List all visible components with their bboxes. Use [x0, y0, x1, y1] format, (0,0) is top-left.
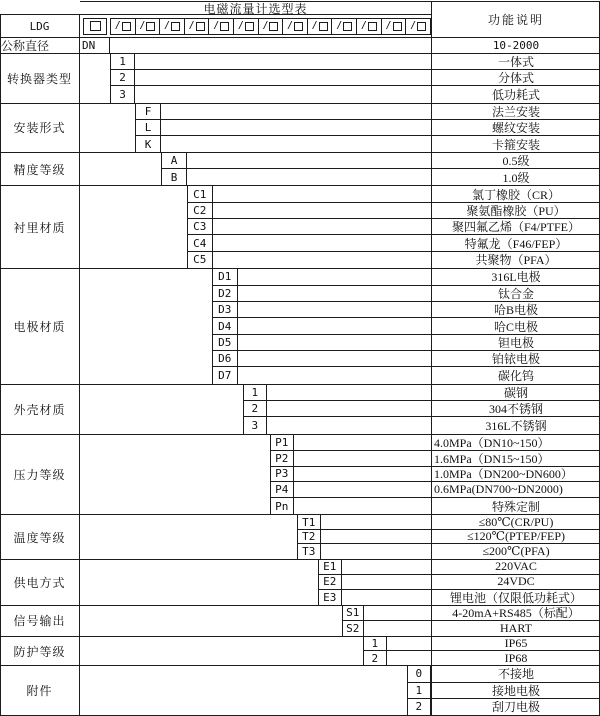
option-row	[80, 318, 600, 334]
option-code-box: 2	[243, 401, 267, 417]
option-desc: 0.6MPa(DN700~DN2000)	[431, 482, 600, 497]
option-row	[80, 621, 600, 636]
option-code-box: 2	[407, 699, 431, 715]
blank-square-icon	[294, 22, 303, 31]
code-slot: /	[381, 18, 407, 35]
model-code-slots	[110, 15, 431, 37]
code-slot: /	[135, 18, 161, 35]
option-code-box: P1	[270, 435, 294, 451]
option-code-box: E3	[318, 590, 342, 605]
option-code-box: 3	[243, 417, 267, 433]
dn-row-spacer	[110, 38, 431, 53]
option-desc: 哈B电极	[431, 302, 600, 317]
section-label: 防护等级	[0, 637, 80, 665]
section-temperature-rating	[0, 514, 600, 558]
option-desc: 特殊定制	[431, 498, 600, 514]
option-desc: 0.5级	[431, 153, 600, 168]
option-desc: 分体式	[431, 70, 600, 85]
blank-square-icon	[393, 22, 402, 31]
section-converter-type	[0, 53, 600, 103]
section-label-dn: 公称直径	[0, 38, 80, 53]
option-code-box: E2	[318, 575, 342, 590]
option-code-box: D5	[212, 335, 238, 351]
option-desc: 哈C电极	[431, 318, 600, 333]
section-accuracy	[0, 152, 600, 185]
dn-code: DN	[80, 38, 110, 53]
option-row	[80, 351, 600, 367]
option-row	[80, 367, 600, 383]
section-label: 压力等级	[0, 435, 80, 515]
blank-square-icon	[122, 22, 131, 31]
option-code-box: 1	[243, 385, 267, 401]
blank-square-icon	[343, 22, 352, 31]
section-pressure-rating	[0, 434, 600, 515]
option-desc: 铂铱电极	[431, 351, 600, 366]
option-code-box: F	[135, 104, 161, 120]
option-desc: HART	[431, 621, 600, 636]
option-code-box: C1	[187, 186, 213, 202]
section-label: 附件	[0, 666, 80, 715]
code-slot: /	[208, 18, 234, 35]
blank-square-icon	[269, 22, 278, 31]
option-row	[80, 203, 600, 219]
option-desc: 螺纹安装	[431, 120, 600, 135]
option-code-box: P2	[270, 451, 294, 467]
option-code-box: L	[135, 120, 161, 136]
code-slot: /	[331, 18, 357, 35]
option-code-box: Pn	[270, 498, 294, 514]
blank-square-icon	[245, 22, 254, 31]
option-desc: 接地电极	[431, 683, 600, 698]
option-row	[80, 219, 600, 235]
option-code-box: T2	[297, 530, 321, 544]
option-row	[80, 560, 600, 575]
option-desc: ≤80℃(CR/PU)	[431, 515, 600, 528]
option-code-box: C3	[187, 219, 213, 235]
section-housing-material	[0, 384, 600, 434]
option-desc: 共聚物（PFA）	[431, 252, 600, 268]
section-label: 安装形式	[0, 104, 80, 153]
option-row	[80, 54, 600, 70]
option-desc: 特氟龙（F46/FEP）	[431, 235, 600, 250]
option-code-box: A	[161, 153, 187, 169]
blank-square-icon	[417, 22, 426, 31]
option-row	[80, 385, 600, 401]
section-label: 衬里材质	[0, 186, 80, 268]
code-slot: /	[110, 18, 136, 35]
dn-code-slot-wrap	[80, 18, 110, 35]
option-row	[80, 335, 600, 351]
option-code-box: D6	[212, 351, 238, 367]
option-code-box: 1	[363, 637, 387, 651]
option-desc: IP68	[431, 651, 600, 665]
option-row	[80, 544, 600, 558]
section-installation	[0, 103, 600, 153]
section-label: 转换器类型	[0, 54, 80, 103]
option-code-box: D3	[212, 302, 238, 318]
option-code-box: 3	[110, 86, 135, 102]
code-slot: /	[159, 18, 185, 35]
option-code-box: D2	[212, 286, 238, 302]
option-code-box: D4	[212, 318, 238, 334]
option-row	[80, 606, 600, 621]
option-row	[80, 235, 600, 251]
option-desc: 钽电极	[431, 335, 600, 350]
option-code-box: 1	[110, 54, 135, 70]
dn-desc: 10-2000	[431, 38, 600, 53]
page-title: 电磁流量计选型表	[80, 1, 431, 15]
option-row	[80, 637, 600, 651]
option-row	[80, 169, 600, 185]
section-power-supply	[0, 559, 600, 605]
blank-square-icon	[196, 22, 205, 31]
option-desc: 不接地	[431, 666, 600, 681]
option-code-box: 2	[110, 70, 135, 86]
option-row	[80, 269, 600, 285]
option-code-box: S1	[342, 606, 364, 621]
section-label: 外壳材质	[0, 385, 80, 434]
option-code-box: S2	[342, 621, 364, 636]
option-desc: 24VDC	[431, 575, 600, 589]
option-code-box: C2	[187, 203, 213, 219]
option-desc: 锂电池（仅限低功耗式）	[431, 590, 600, 605]
section-label: 电极材质	[0, 269, 80, 384]
section-accessories	[0, 665, 600, 715]
option-desc: 1.0级	[431, 169, 600, 185]
option-row	[80, 401, 600, 417]
option-row	[80, 136, 600, 152]
option-desc: 220VAC	[431, 560, 600, 574]
code-slot: /	[405, 18, 431, 35]
option-row	[80, 530, 600, 544]
blank-square-icon	[220, 22, 229, 31]
option-row	[80, 651, 600, 665]
option-code-box: 0	[407, 666, 431, 682]
model-code-row	[0, 14, 431, 38]
code-slot: /	[258, 18, 284, 35]
option-desc: 1.6MPa（DN15~150）	[431, 451, 600, 466]
option-desc: 316L电极	[431, 269, 600, 284]
option-desc: 碳钢	[431, 385, 600, 400]
option-row	[80, 515, 600, 529]
code-slot: /	[184, 18, 210, 35]
option-desc: 刮刀电极	[431, 699, 600, 715]
option-desc: 304不锈钢	[431, 401, 600, 416]
option-row	[80, 435, 600, 451]
option-row	[80, 666, 600, 682]
section-liner-material	[0, 185, 600, 268]
option-row	[80, 417, 600, 433]
option-code-box: E1	[318, 560, 342, 575]
option-desc: 卡箍安装	[431, 136, 600, 152]
model-prefix: LDG	[0, 15, 80, 37]
code-slot: /	[233, 18, 259, 35]
blank-square-icon	[90, 21, 101, 31]
option-code-box: D1	[212, 269, 238, 285]
section-signal-output	[0, 605, 600, 636]
code-slot-dn	[83, 18, 107, 35]
option-desc: 钛合金	[431, 286, 600, 301]
option-desc: 聚氨酯橡胶（PU）	[431, 203, 600, 218]
option-row	[80, 86, 600, 102]
option-desc: 氯丁橡胶（CR）	[431, 186, 600, 201]
option-row	[80, 252, 600, 268]
section-label: 信号输出	[0, 606, 80, 636]
option-row	[80, 699, 600, 715]
option-desc: 1.0MPa（DN200~DN600）	[431, 467, 600, 482]
blank-square-icon	[319, 22, 328, 31]
blank-square-icon	[171, 22, 180, 31]
option-row	[80, 302, 600, 318]
option-row	[80, 120, 600, 136]
option-row	[80, 575, 600, 590]
option-desc: 4-20mA+RS485（标配）	[431, 606, 600, 620]
blank-square-icon	[368, 22, 377, 31]
option-sections	[0, 53, 600, 716]
option-row	[80, 467, 600, 483]
option-desc: IP65	[431, 637, 600, 650]
option-code-box: P3	[270, 467, 294, 483]
option-desc: ≤200℃(PFA)	[431, 544, 600, 558]
section-label: 精度等级	[0, 153, 80, 185]
option-desc: 聚四氟乙烯（F4/PTFE）	[431, 219, 600, 234]
section-label: 供电方式	[0, 560, 80, 605]
option-desc: 4.0MPa（DN10~150）	[431, 435, 600, 450]
option-code-box: D7	[212, 367, 238, 383]
option-code-box: C5	[187, 252, 213, 268]
option-row	[80, 153, 600, 169]
option-row	[80, 482, 600, 498]
option-row	[80, 451, 600, 467]
option-code-box: K	[135, 136, 161, 152]
code-slot: /	[282, 18, 308, 35]
option-desc: 法兰安装	[431, 104, 600, 119]
option-desc: 低功耗式	[431, 86, 600, 102]
code-slot: /	[307, 18, 333, 35]
option-row	[80, 286, 600, 302]
option-desc: 316L不锈钢	[431, 417, 600, 433]
section-label: 温度等级	[0, 515, 80, 558]
option-code-box: T3	[297, 544, 321, 558]
blank-square-icon	[146, 22, 155, 31]
nominal-diameter-row	[0, 38, 600, 53]
option-code-box: B	[161, 169, 187, 185]
section-electrode-material	[0, 268, 600, 384]
option-code-box: T1	[297, 515, 321, 529]
option-row	[80, 104, 600, 120]
option-row	[80, 590, 600, 605]
option-desc: 一体式	[431, 54, 600, 69]
option-row	[80, 498, 600, 514]
option-desc: 碳化钨	[431, 367, 600, 383]
function-column-header: 功能说明	[431, 1, 600, 38]
option-desc: ≤120℃(PTEP/FEP)	[431, 530, 600, 543]
option-row	[80, 186, 600, 202]
option-code-box: P4	[270, 482, 294, 498]
option-code-box: C4	[187, 235, 213, 251]
option-code-box: 2	[363, 651, 387, 665]
section-protection-rating	[0, 636, 600, 665]
code-slot: /	[356, 18, 382, 35]
option-row	[80, 683, 600, 699]
option-row	[80, 70, 600, 86]
option-code-box: 1	[407, 683, 431, 699]
